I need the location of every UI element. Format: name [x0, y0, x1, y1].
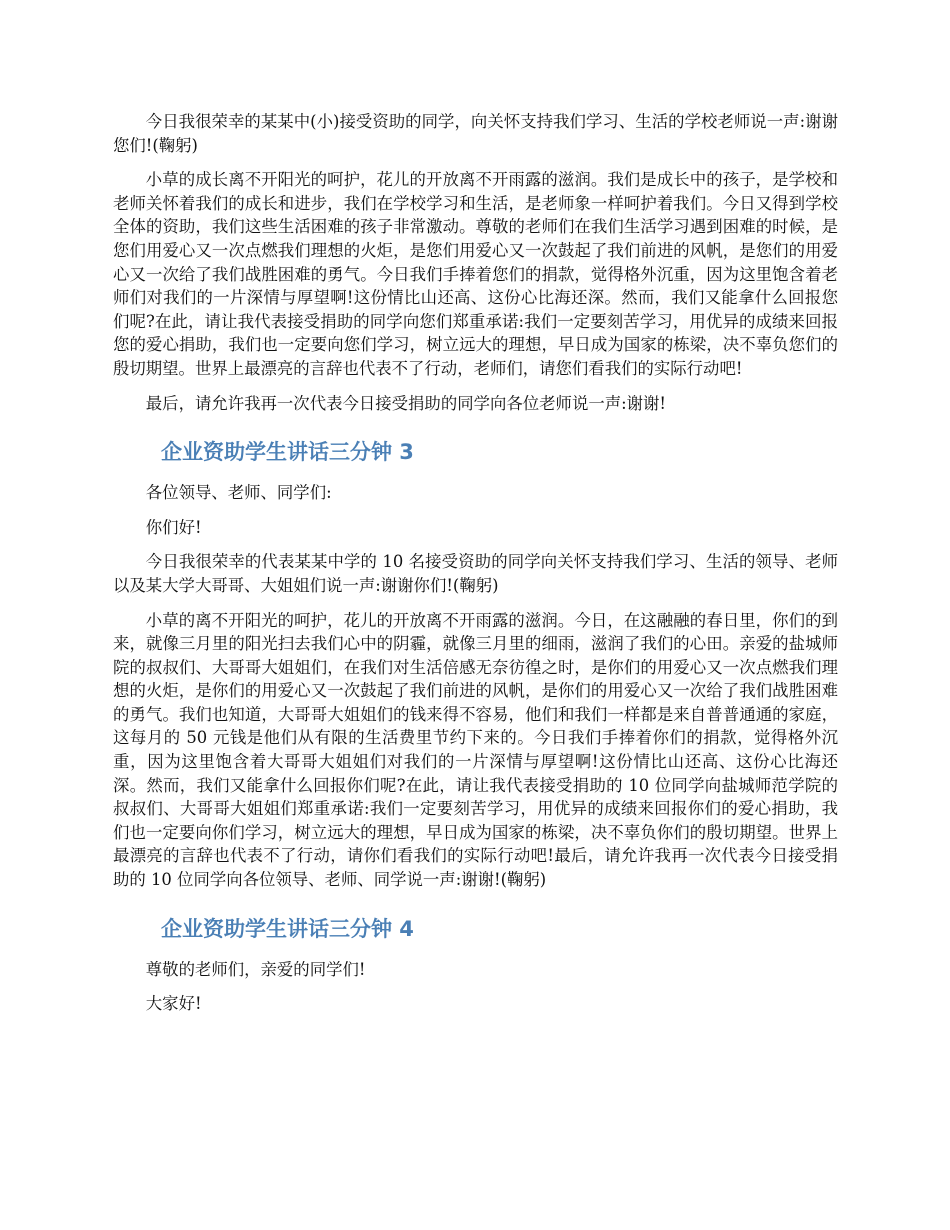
- paragraph-greeting: 大家好!: [145, 994, 202, 1014]
- paragraph-salutation: 各位领导、老师、同学们:: [145, 483, 332, 503]
- paragraph-body: 小草的成长离不开阳光的呵护，花儿的开放离不开雨露的滋润。我们是成长中的孩子，是学校和老师关怀着我们的成长和进步，我们在学校学习和生活，是老师象一样呵护着我们。今日又得到学校全体的资助，我们这些生活困难的孩子非常激动。尊敬的老师们在我们生活学习遇到困难的时候，是您们用爱心又一次点燃我们理想的火炬，是您们用爱心又一次鼓起了我们前进的风帆，是您们的用爱心又一次给了我们战胜困难的勇气。今日我们手捧着您们的捐款，觉得格外沉重，因为这里饱含着老师们对我们的一片深情与厚望啊!这份情比山还高、这份心比海还深。然而，我们又能拿什么回报您们呢?在此，请让我代表接受捐助的同学向您们郑重承诺:我们一定要刻苦学习，用优异的成绩来回报您的爱心捐助，我们也一定要向您们学习，树立远大的理想，早日成为国家的栋梁，决不辜负您们的殷切期望。世界上最漂亮的言辞也代表不了行动，老师们，请您们看我们的实际行动吧!: [113, 170, 838, 378]
- paragraph-thanks-intro: 今日我很荣幸的代表某某中学的 10 名接受资助的同学向关怀支持我们学习、生活的领导、老师以及某大学大哥哥、大姐姐们说一声:谢谢你们!(鞠躬): [113, 552, 838, 595]
- paragraph-thanks-intro: 今日我很荣幸的某某中(小)接受资助的同学，向关怀支持我们学习、生活的学校老师说一声:谢谢您们!(鞠躬): [113, 112, 838, 155]
- section-heading-4: 企业资助学生讲话三分钟 4: [161, 916, 414, 941]
- paragraph-closing: 最后，请允许我再一次代表今日接受捐助的同学向各位老师说一声:谢谢!: [145, 393, 667, 413]
- paragraph-body: 小草的离不开阳光的呵护，花儿的开放离不开雨露的滋润。今日，在这融融的春日里，你们的到来，就像三月里的阳光扫去我们心中的阴霾，就像三月里的细雨，滋润了我们的心田。亲爱的盐城师院的叔叔们、大哥哥大姐姐们，在我们对生活倍感无奈彷徨之时，是你们的用爱心又一次点燃我们理想的火炬，是你们的用爱心又一次鼓起了我们前进的风帆，是你们的用爱心又一次给了我们战胜困难的勇气。我们也知道，大哥哥大姐姐们的钱来得不容易，他们和我们一样都是来自普普通通的家庭，这每月的 50 元钱是他们从有限的生活费里节约下来的。今日我们手捧着你们的捐款，觉得格外沉重，因为这里饱含着大哥哥大姐姐们对我们的一片深情与厚望啊!这份情比山还高、这份心比海还深。然而，我们又能拿什么回报你们呢?在此，请让我代表接受捐助的 10 位同学向盐城师范学院的叔叔们、大哥哥大姐姐们郑重承诺:我们一定要刻苦学习，用优异的成绩来回报你们的爱心捐助，我们也一定要向你们学习，树立远大的理想，早日成为国家的栋梁，决不辜负你们的殷切期望。世界上最漂亮的言辞也代表不了行动，请你们看我们的实际行动吧!最后，请允许我再一次代表今日接受捐助的 10 位同学向各位领导、老师、同学说一声:谢谢!(鞠躬): [113, 610, 838, 890]
- paragraph-salutation: 尊敬的老师们，亲爱的同学们!: [145, 959, 366, 979]
- paragraph-greeting: 你们好!: [145, 517, 202, 537]
- section-heading-3: 企业资助学生讲话三分钟 3: [161, 440, 414, 465]
- document-page: [113, 110, 838, 1027]
